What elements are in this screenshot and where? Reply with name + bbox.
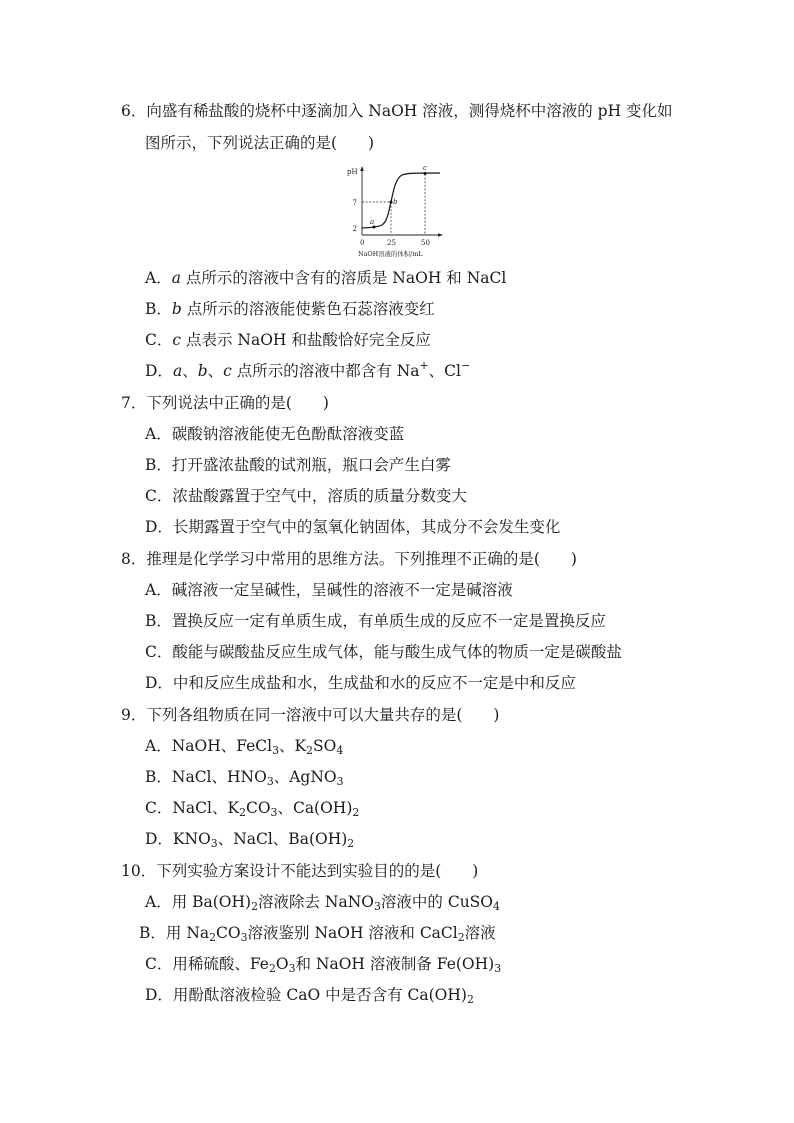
q6-stem: 6．向盛有稀盐酸的烧杯中逐滴加入 NaOH 溶液，测得烧杯中溶液的 pH 变化如 [121, 102, 673, 120]
point-a-label: a [370, 218, 375, 226]
point-b-label: b [393, 198, 398, 206]
q7-stem: 7．下列说法中正确的是( ) [121, 394, 329, 412]
q6-option-b: B．b 点所示的溶液能使紫色石蕊溶液变红 [145, 300, 435, 318]
q9-stem: 9．下列各组物质在同一溶液中可以大量共存的是( ) [121, 706, 500, 724]
xtick-50: 50 [421, 239, 430, 247]
q8-option-b: B．置换反应一定有单质生成，有单质生成的反应不一定是置换反应 [145, 612, 606, 630]
q10-option-b: B．用 $Na_2CO_3$溶液鉴别 NaOH 溶液和 CaCl$_2$溶液 [139, 924, 496, 944]
q6-option-d: D．a、b、c 点所示的溶液中都含有 Na+、Cl− [145, 359, 471, 380]
point-c-label: c [423, 164, 427, 172]
xtick-0: 0 [360, 239, 365, 247]
xtick-25: 25 [387, 239, 396, 247]
graph-xlabel: NaOH溶液的体积/mL [358, 250, 423, 258]
ytick-2: 2 [352, 225, 357, 233]
q8-option-a: A．碱溶液一定呈碱性，呈碱性的溶液不一定是碱溶液 [145, 581, 513, 599]
q10-stem: 10．下列实验方案设计不能达到实验目的的是( ) [121, 862, 479, 880]
point-c-dot [424, 172, 427, 175]
q6-option-c: C．c 点表示 NaOH 和盐酸恰好完全反应 [145, 331, 431, 349]
q6-option-a: A．a 点所示的溶液中含有的溶质是 NaOH 和 NaCl [145, 269, 507, 287]
q8-stem: 8．推理是化学学习中常用的思维方法。下列推理不正确的是( ) [121, 550, 577, 568]
q9-option-a: A．NaOH、FeCl$_3$、$K_2SO_4$ [145, 737, 344, 757]
q7-option-c: C．浓盐酸露置于空气中，溶质的质量分数变大 [145, 487, 467, 505]
q10-option-c: C．用稀硫酸、$Fe_2O_3$和 NaOH 溶液制备 $Fe(OH)_3$ [145, 955, 502, 975]
graph-ylabel: pH [347, 168, 358, 176]
q9-option-d: D．$KNO_3$、NaCl、$Ba(OH)_2$ [145, 830, 355, 850]
q7-option-b: B．打开盛浓盐酸的试剂瓶，瓶口会产生白雾 [145, 456, 451, 474]
y-axis-arrow [360, 166, 364, 171]
q10-option-a: A．用 $Ba(OH)_2$溶液除去 NaNO$_3$溶液中的 CuSO$_4$ [145, 893, 500, 913]
q9-option-c: C．NaCl、$K_2CO_3$、$Ca(OH)_2$ [145, 799, 360, 819]
q8-option-d: D．中和反应生成盐和水，生成盐和水的反应不一定是中和反应 [145, 674, 576, 692]
q6-stem-cont: 图所示，下列说法正确的是( ) [145, 134, 375, 152]
q7-option-d: D．长期露置于空气中的氢氧化钠固体，其成分不会发生变化 [145, 518, 561, 536]
ph-titration-graph [344, 163, 444, 263]
q9-option-b: B．NaCl、$HNO_3$、AgNO$_3$ [145, 768, 344, 788]
x-axis-arrow [438, 233, 443, 237]
q8-option-c: C．酸能与碳酸盐反应生成气体，能与酸生成气体的物质一定是碳酸盐 [145, 643, 622, 661]
q7-option-a: A．碳酸钠溶液能使无色酚酞溶液变蓝 [145, 425, 405, 443]
ytick-7: 7 [352, 199, 357, 207]
q10-option-d: D．用酚酞溶液检验 CaO 中是否含有 $Ca(OH)_2$ [145, 986, 474, 1006]
